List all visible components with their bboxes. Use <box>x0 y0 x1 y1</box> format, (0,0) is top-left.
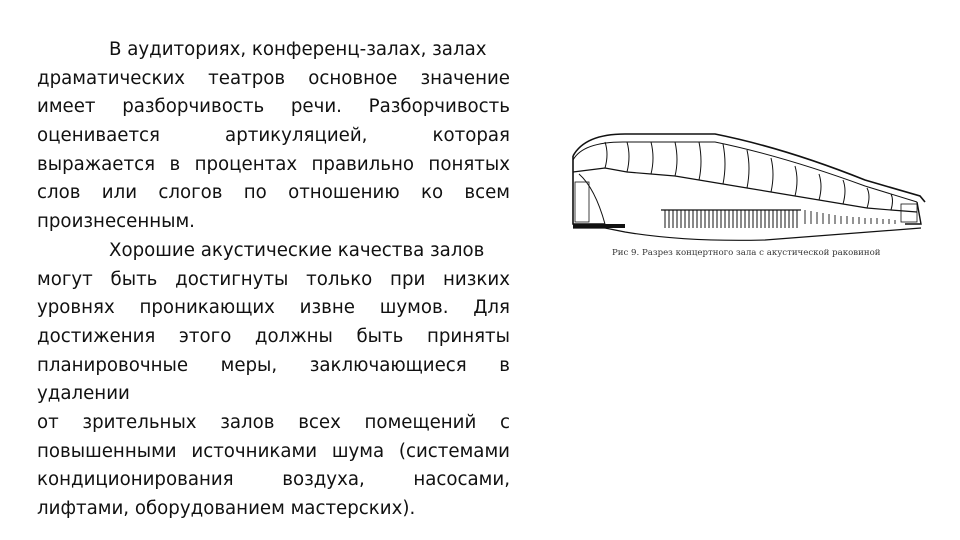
text-line: Хорошие акустические качества залов <box>109 239 485 261</box>
figure-caption: Рис 9. Разрез концертного зала с акустической раковиной <box>612 248 881 258</box>
text-line: планировочные меры, заключающиеся в <box>37 354 510 376</box>
text-line: В аудиториях, конференц-залах, залах <box>109 39 487 60</box>
text-line: слов или слогов по отношению ко всем <box>37 182 510 204</box>
concert-hall-section-figure <box>565 128 945 268</box>
text-line: имеет разборчивость речи. Разборчивость <box>37 96 510 118</box>
text-line: удалении <box>37 383 130 405</box>
text-line: кондиционирования воздуха, насосами, <box>37 469 510 491</box>
text-line: выражается в процентах правильно понятых <box>37 153 510 175</box>
body-text <box>37 36 510 524</box>
text-line: повышенными источниками шума (системами <box>37 440 510 462</box>
text-line: произнесенным. <box>37 211 195 233</box>
concert-hall-section-icon <box>565 128 945 268</box>
text-line: лифтами, оборудованием мастерских). <box>37 498 416 519</box>
text-line: от зрительных залов всех помещений с <box>37 411 510 433</box>
text-line: могут быть достигнуты только при низких <box>37 268 510 290</box>
text-line: драматических театров основное значение <box>37 67 510 89</box>
text-line: уровнях проникающих извне шумов. Для <box>37 297 510 319</box>
text-line: оценивается артикуляцией, которая <box>37 125 510 147</box>
text-line: достижения этого должны быть приняты <box>37 325 510 347</box>
